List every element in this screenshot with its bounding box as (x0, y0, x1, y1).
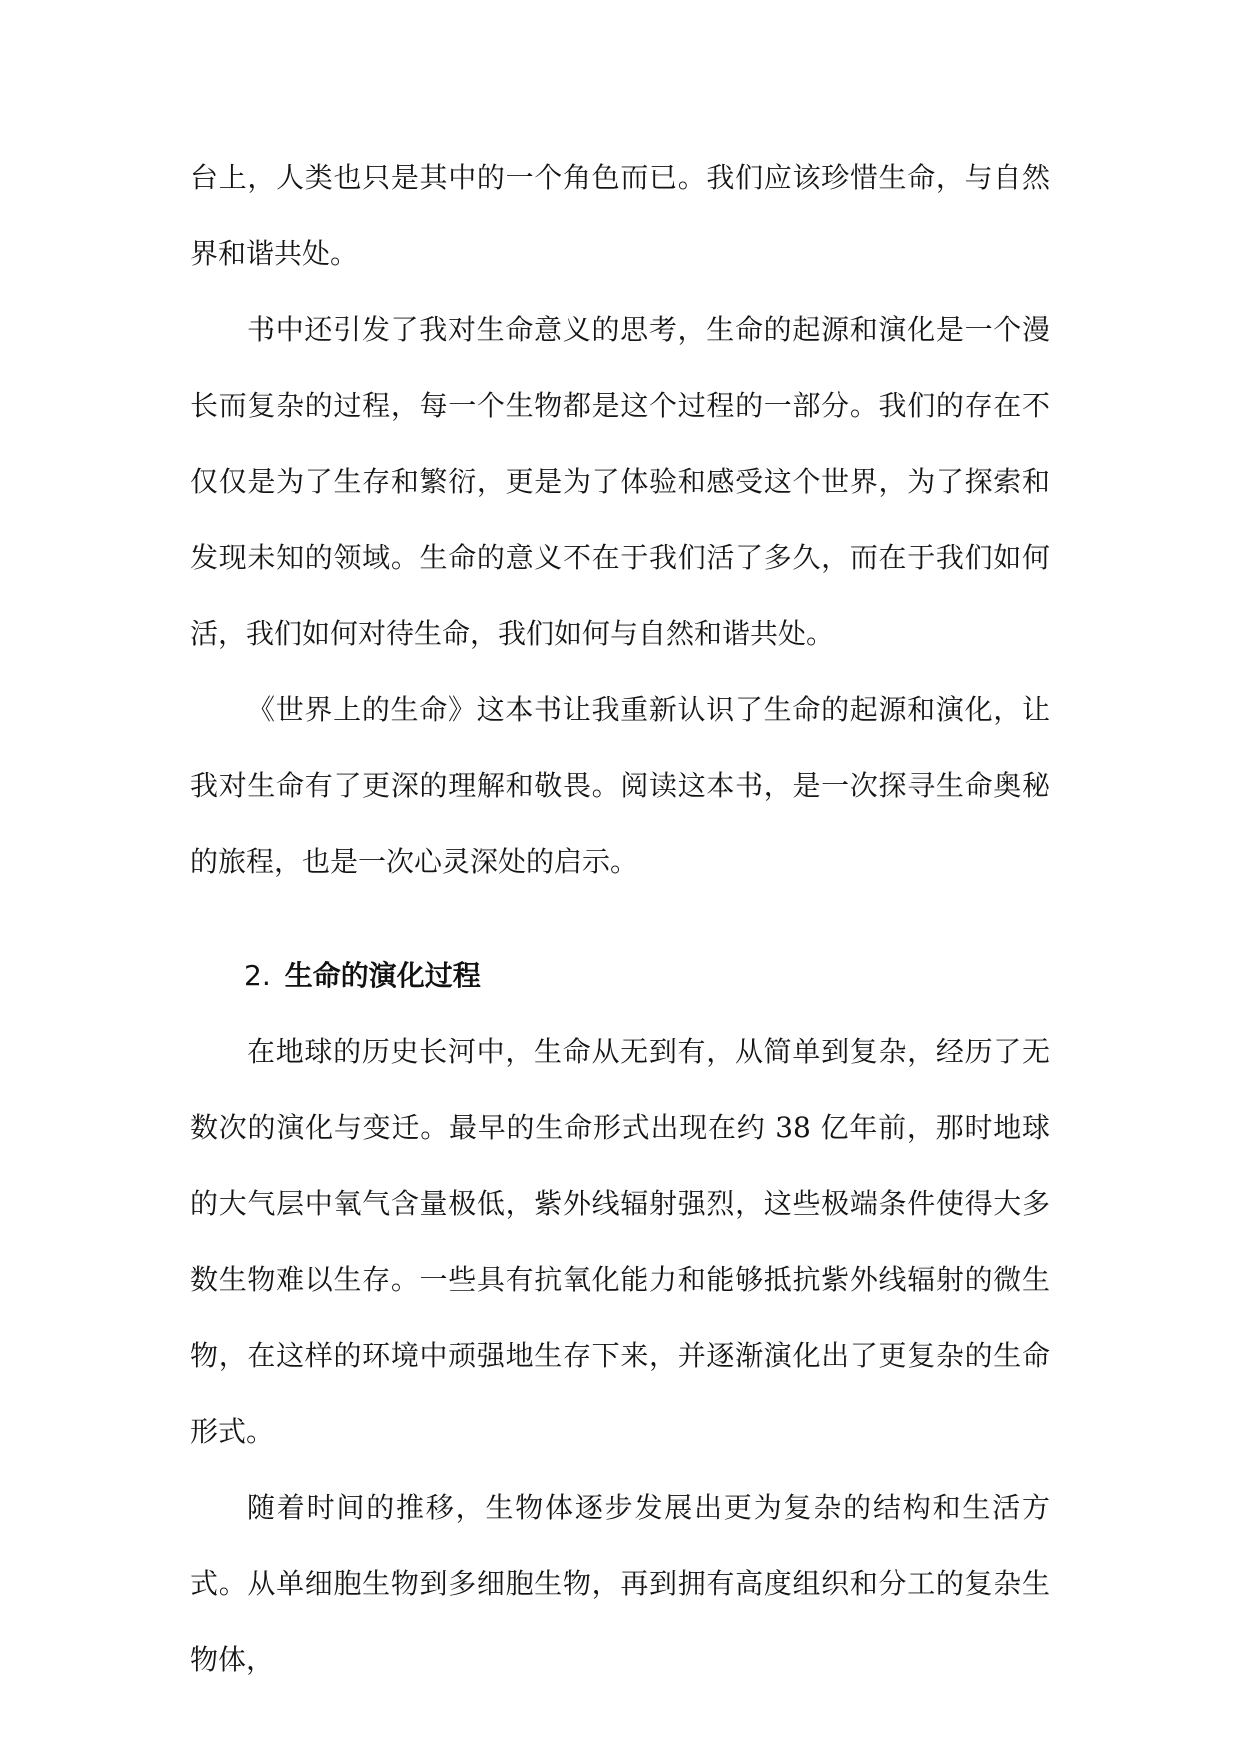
section-title: 生命的演化过程 (284, 959, 481, 992)
section-heading (190, 900, 1050, 1014)
paragraph-5: 随着时间的推移，生物体逐步发展出更为复杂的结构和生活方式。从单细胞生物到多细胞生物，再到拥有高度组织和分工的复杂生物体， (190, 1491, 1050, 1676)
paragraph-2: 书中还引发了我对生命意义的思考，生命的起源和演化是一个漫长而复杂的过程，每一个生物都是这个过程的一部分。我们的存在不仅仅是为了生存和繁衍，更是为了体验和感受这个世界，为了探索和发现未知的领域。生命的意义不在于我们活了多久，而在于我们如何活，我们如何对待生命，我们如何与自然和谐共处。 (190, 313, 1050, 650)
paragraph-1: 台上，人类也只是其中的一个角色而已。我们应该珍惜生命，与自然界和谐共处。 (190, 161, 1050, 270)
paragraph-3: 《世界上的生命》这本书让我重新认识了生命的起源和演化，让我对生命有了更深的理解和敬畏。阅读这本书，是一次探寻生命奥秘的旅程，也是一次心灵深处的启示。 (190, 693, 1050, 878)
document-body (190, 140, 1050, 1698)
paragraph-4: 在地球的历史长河中，生命从无到有，从简单到复杂，经历了无数次的演化与变迁。最早的生命形式出现在约 38 亿年前，那时地球的大气层中氧气含量极低，紫外线辐射强烈，这些极端条件使得大多数生物难以生存。一些具有抗氧化能力和能够抵抗紫外线辐射的微生物，在这样的环境中顽强地生存下来，并逐渐演化出了更复杂的生命形式。 (190, 1035, 1050, 1448)
section-number: 2. (244, 959, 271, 992)
